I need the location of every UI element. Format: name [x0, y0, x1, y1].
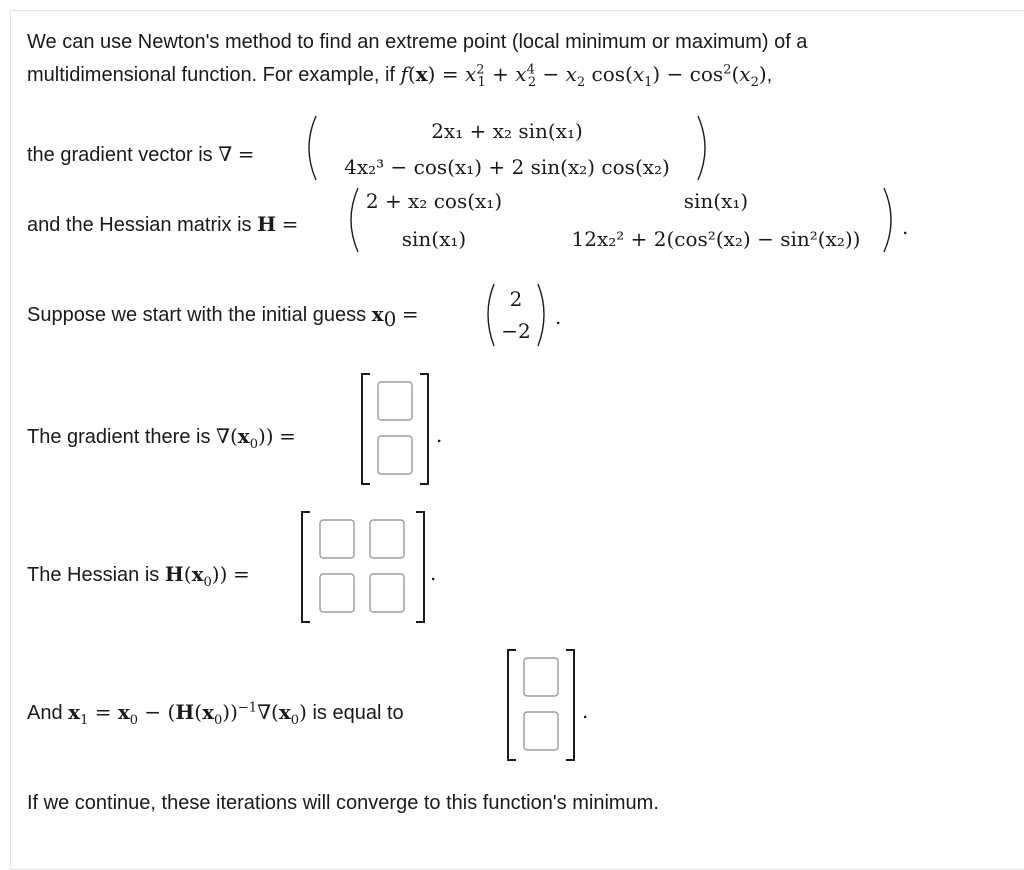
intro-line-2-suffix: ,: [766, 64, 773, 86]
hessian-symbol: H: [257, 212, 277, 236]
q-hessian-text: The Hessian is: [27, 564, 160, 586]
left-paren: [309, 116, 316, 180]
q-update-suffix: is equal to: [312, 702, 404, 724]
hessian-input-21[interactable]: [320, 574, 354, 612]
x0-subscript: 0: [383, 307, 397, 331]
right-bracket: [420, 374, 428, 484]
update-input-1[interactable]: [524, 658, 558, 696]
right-bracket: [416, 512, 424, 622]
q-hessian-label: [27, 562, 250, 590]
hessian-input-12[interactable]: [370, 520, 404, 558]
equals-sign: =: [281, 212, 299, 236]
function-definition: $f(x) = x^2_1 + x^4_2 - x_2$ $\cos(x_1) - \cos^2(x_2)$: [400, 62, 767, 90]
hessian-input-22[interactable]: [370, 574, 404, 612]
initial-guess-label: [27, 302, 419, 331]
left-bracket: [508, 650, 516, 760]
gradient-vector: [300, 112, 720, 184]
right-paren: [698, 116, 705, 180]
equals-sign: =: [237, 142, 255, 166]
period: .: [902, 215, 909, 239]
intro-line-2-prefix: multidimensional function. For example, if: [27, 64, 395, 86]
initial-guess-text: Suppose we start with the initial guess: [27, 304, 367, 326]
update-formula: $x_1 = x_0 - (H(x_0))^{-1}\nabla(x_0)$: [68, 700, 307, 728]
nabla-symbol: ∇: [218, 142, 233, 166]
period: .: [582, 699, 589, 723]
hessian-def-label-text: and the Hessian matrix is: [27, 214, 252, 236]
outro-text: If we continue, these iterations will converge to this function's minimum.: [27, 792, 659, 814]
left-bracket: [302, 512, 310, 622]
right-paren: [884, 188, 891, 252]
hessian-a22: 12x₂² + 2(cos²(x₂) − sin²(x₂)): [571, 227, 861, 251]
left-bracket: [362, 374, 370, 484]
gradient-def-label: [27, 142, 255, 167]
equals-sign: =: [279, 424, 296, 448]
hessian-a12: sin(x₁): [683, 189, 749, 213]
period: .: [430, 561, 437, 585]
hessian-input-11[interactable]: [320, 520, 354, 558]
equals-sign: =: [232, 562, 250, 586]
hessian-answer-matrix: [298, 510, 448, 624]
period: .: [436, 423, 443, 447]
q-gradient-text: The gradient there is: [27, 426, 211, 448]
q-update-prefix: And: [27, 702, 63, 724]
x0-component-2: −2: [501, 319, 531, 343]
x0-component-1: 2: [509, 287, 523, 311]
gradient-def-label-text: the gradient vector is: [27, 144, 213, 166]
update-answer-vector: [502, 648, 602, 762]
gradient-input-2[interactable]: [378, 436, 412, 474]
equals-sign: =: [401, 302, 419, 326]
gradient-row-2: 4x₂³ − cos(x₁) + 2 sin(x₂) cos(x₂): [344, 155, 670, 179]
x0-symbol: x: [371, 302, 384, 326]
hessian-a21: sin(x₁): [401, 227, 467, 251]
initial-guess-vector: [482, 280, 572, 350]
hessian-def-label: [27, 212, 298, 237]
period: .: [555, 305, 562, 329]
q-gradient-label: [27, 424, 296, 452]
gradient-row-1: 2x₁ + x₂ sin(x₁): [431, 119, 583, 143]
left-paren: [351, 188, 358, 252]
nabla-x0: $\nabla(x_0)$): [216, 424, 274, 452]
gradient-answer-vector: [358, 372, 458, 486]
intro-line-1: We can use Newton's method to find an extreme point (local minimum or maximum) of a: [27, 31, 808, 53]
right-bracket: [566, 650, 574, 760]
right-paren: [538, 284, 544, 346]
q-update-label: [27, 700, 404, 728]
gradient-input-1[interactable]: [378, 382, 412, 420]
hessian-a11: 2 + x₂ cos(x₁): [365, 189, 503, 213]
hessian-matrix: [344, 184, 924, 256]
intro-line-2: [27, 62, 773, 90]
hessian-x0: $H(x_0)$): [164, 562, 228, 590]
update-input-2[interactable]: [524, 712, 558, 750]
left-paren: [488, 284, 494, 346]
